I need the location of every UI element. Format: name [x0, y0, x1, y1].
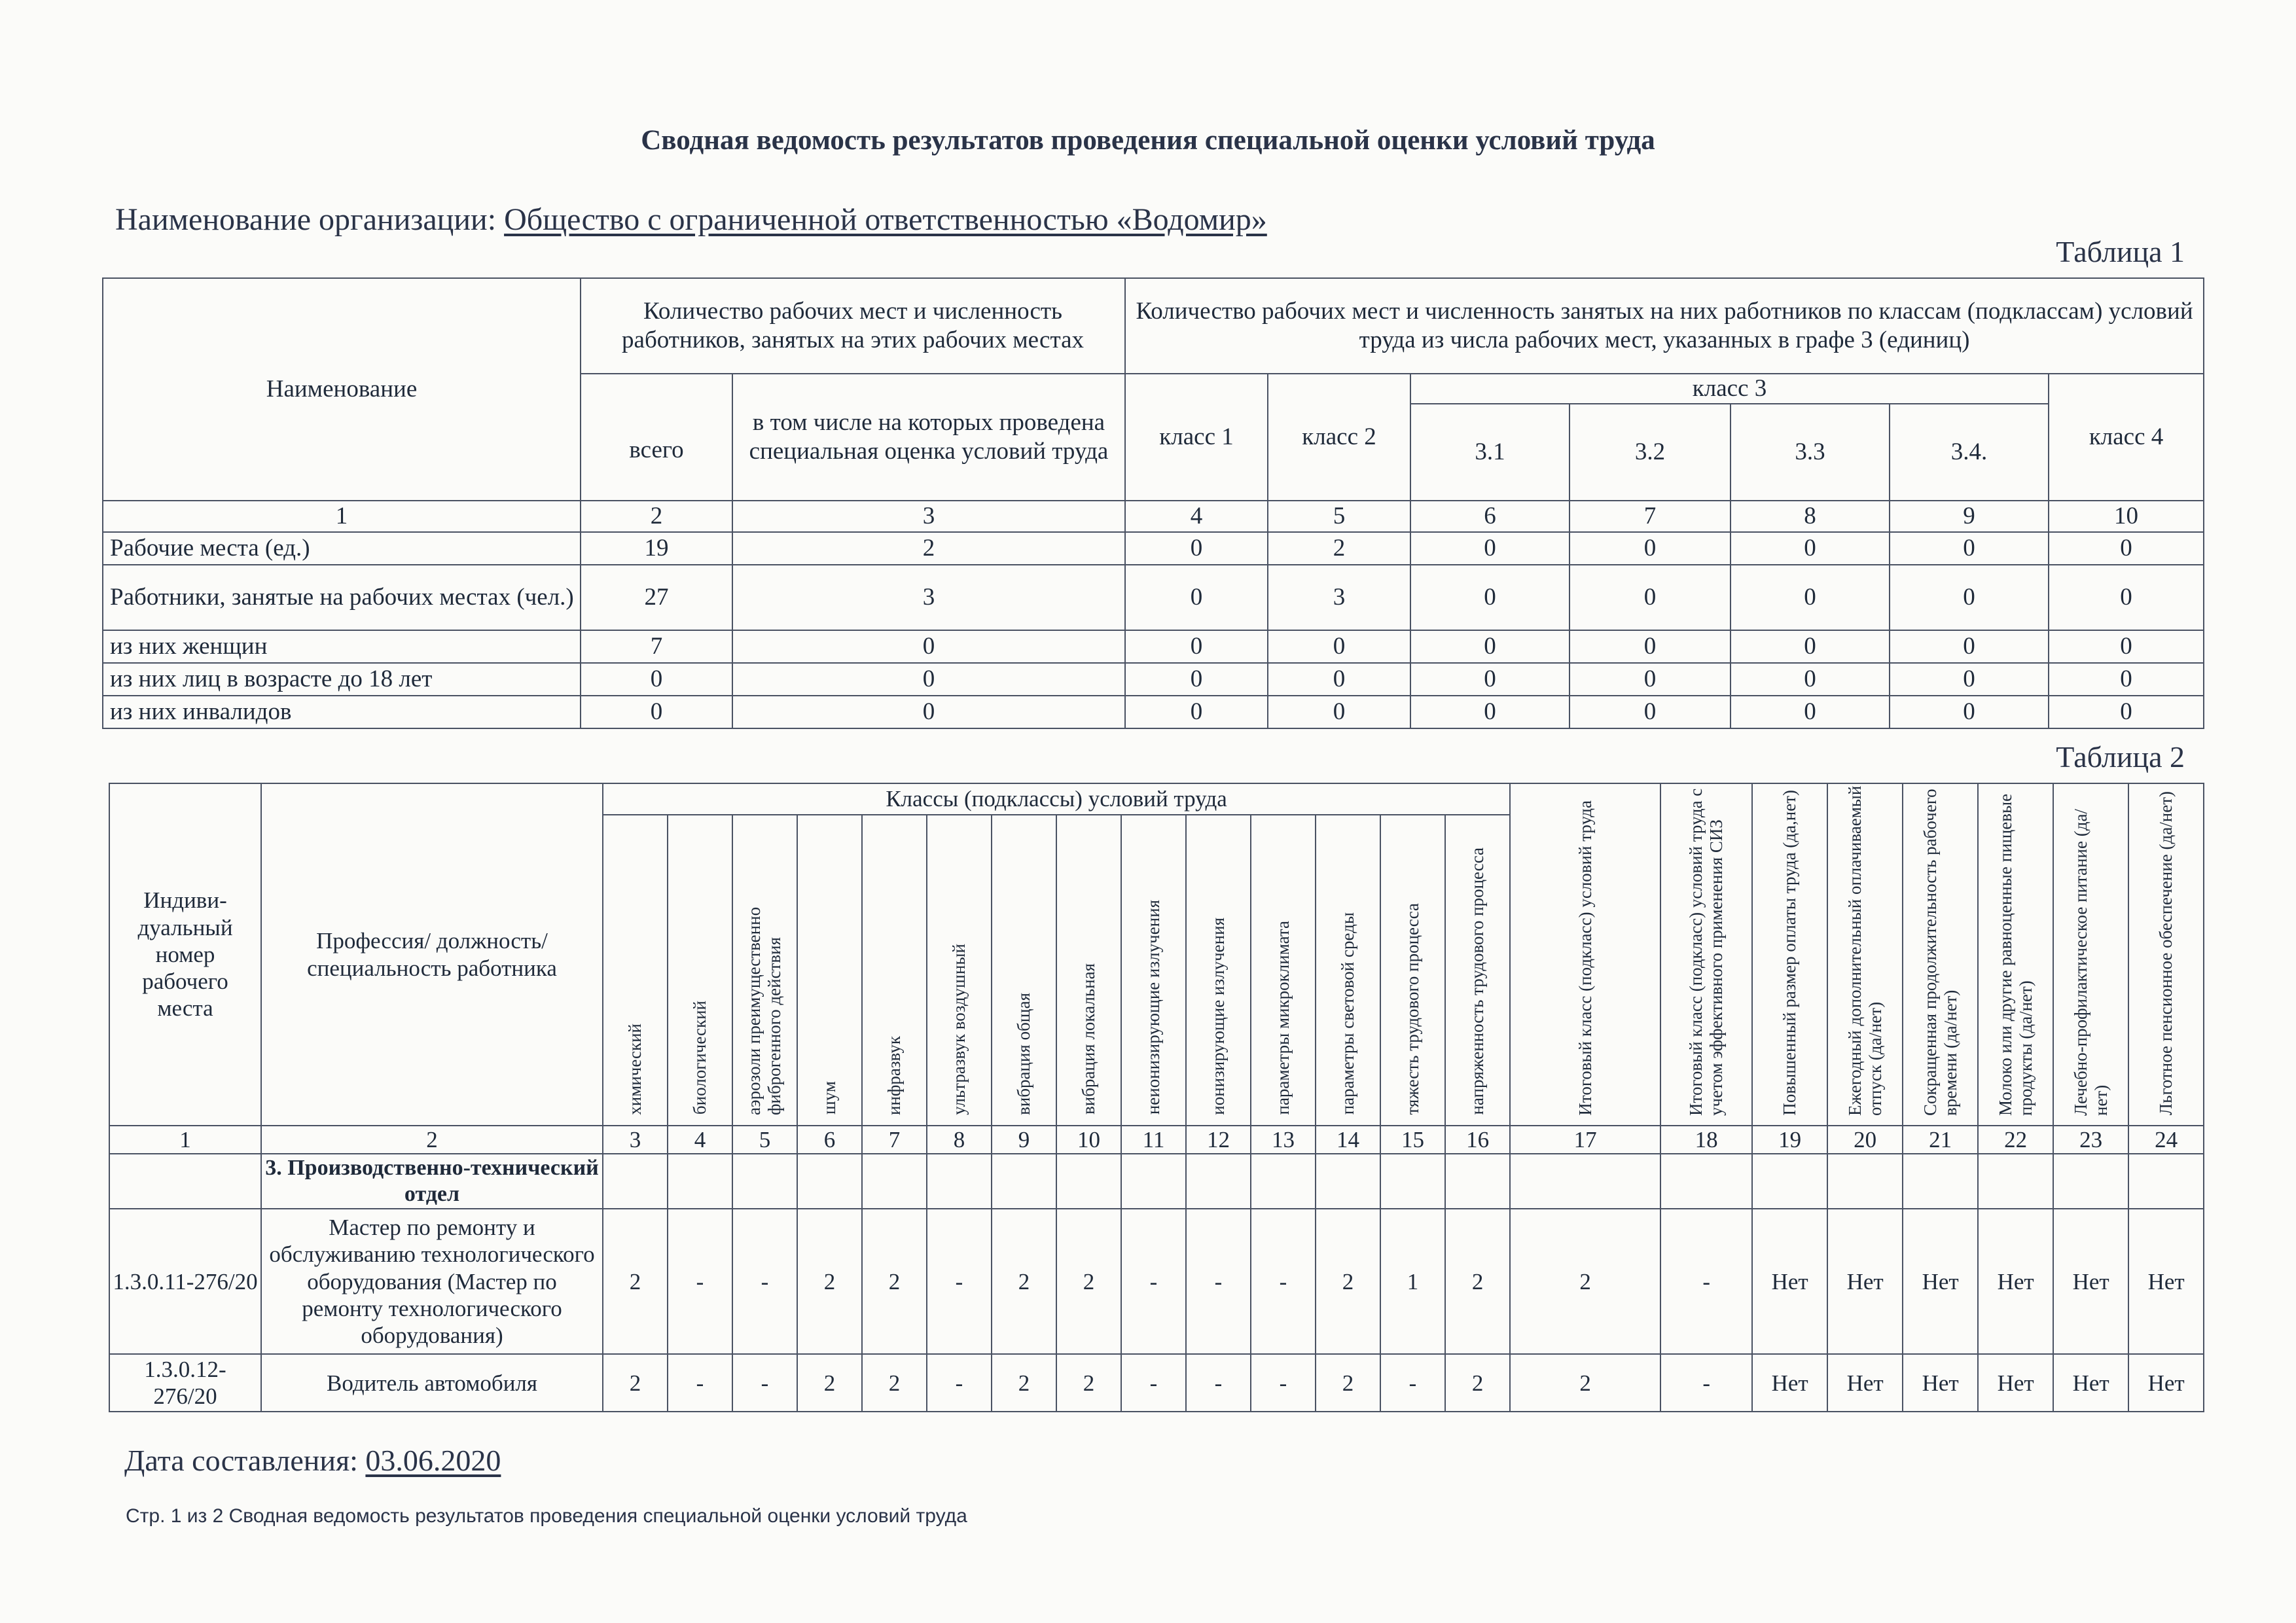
summary-table — [102, 277, 2204, 729]
t2-cell: - — [1251, 1209, 1316, 1354]
t1-cell: 3 — [1268, 565, 1410, 630]
t2-header-final-class-ppe: Итоговый класс (подкласс) условий труда с учетом эффективного применения СИЗ — [1686, 788, 1727, 1116]
t1-colnum: 2 — [581, 501, 732, 532]
t2-header-final-class: Итоговый класс (подкласс) условий труда — [1575, 800, 1595, 1116]
t1-colnum: 3 — [732, 501, 1125, 532]
t1-cell: 0 — [1570, 696, 1731, 728]
t1-cell: 0 — [581, 663, 732, 696]
t2-colnum: 16 — [1445, 1126, 1510, 1154]
factor-non-ionizing: неионизирующие излучения — [1143, 900, 1163, 1115]
t2-cell: - — [927, 1209, 992, 1354]
t2-cell: - — [1380, 1354, 1445, 1412]
t1-header-3-2: 3.2 — [1570, 404, 1731, 501]
t1-cell: 0 — [581, 696, 732, 728]
t1-colnum: 7 — [1570, 501, 1731, 532]
t1-cell: 0 — [1268, 663, 1410, 696]
t1-row-label: из них лиц в возрасте до 18 лет — [103, 663, 581, 696]
t1-colnum: 4 — [1125, 501, 1268, 532]
t1-cell: 0 — [2049, 532, 2204, 565]
t1-cell: 0 — [1731, 532, 1890, 565]
table1-caption: Таблица 1 — [2056, 235, 2185, 268]
t1-cell: 0 — [1268, 696, 1410, 728]
t2-header-pension: Льготное пенсионное обеспечение (да/нет) — [2156, 791, 2176, 1116]
t1-cell: 0 — [1890, 532, 2049, 565]
t2-header-profession: Профессия/ должность/ специальность работника — [261, 783, 603, 1126]
t2-cell: Нет — [1827, 1354, 1903, 1412]
t1-cell: 0 — [732, 663, 1125, 696]
t2-department-row — [109, 1154, 2204, 1209]
t2-header-nutrition: Лечебно-профилактическое питание (да/нет) — [2070, 808, 2111, 1116]
t2-cell: 2 — [1056, 1209, 1121, 1354]
t1-cell: 0 — [1570, 630, 1731, 663]
organization-name: Общество с ограниченной ответственностью «Водомир» — [504, 202, 1267, 237]
t1-cell: 0 — [1268, 630, 1410, 663]
t2-header-milk: Молоко или другие равноценные пищевые продукты (да/нет) — [1995, 793, 2036, 1116]
t2-cell: Нет — [1903, 1209, 1978, 1354]
t1-row-label: Работники, занятые на рабочих местах (чел.) — [103, 565, 581, 630]
t1-header-class4: класс 4 — [2049, 374, 2204, 501]
t1-cell: 0 — [1890, 565, 2049, 630]
t2-cell: Нет — [2128, 1354, 2204, 1412]
t2-cell: Нет — [1903, 1354, 1978, 1412]
t2-cell: 2 — [862, 1209, 927, 1354]
t2-colnum: 2 — [261, 1126, 603, 1154]
workplace-profession: Мастер по ремонту и обслуживанию технологического оборудования (Мастер по ремонту технологического оборудования) — [261, 1209, 603, 1354]
t1-header-class1: класс 1 — [1125, 374, 1268, 501]
t1-cell: 0 — [1125, 630, 1268, 663]
t1-cell: 0 — [1410, 696, 1570, 728]
t2-column-numbers — [109, 1126, 2204, 1154]
t2-header-classes: Классы (подклассы) условий труда — [603, 783, 1510, 815]
table-row — [103, 696, 2204, 728]
t2-cell: - — [668, 1354, 732, 1412]
t2-colnum: 11 — [1121, 1126, 1186, 1154]
t2-colnum: 21 — [1903, 1126, 1978, 1154]
t1-cell: 0 — [1570, 565, 1731, 630]
t1-cell: 0 — [1410, 630, 1570, 663]
department-name: 3. Производственно-технический отдел — [261, 1154, 603, 1209]
organization-line — [115, 202, 1267, 238]
t1-cell: 0 — [1890, 696, 2049, 728]
t2-cell: - — [732, 1209, 797, 1354]
factor-microclimate: параметры микроклимата — [1272, 921, 1293, 1115]
t2-cell: 2 — [797, 1354, 862, 1412]
t2-cell: - — [1186, 1209, 1251, 1354]
t1-header-name: Наименование — [103, 278, 581, 501]
t2-colnum: 22 — [1978, 1126, 2053, 1154]
t2-cell: Нет — [1827, 1209, 1903, 1354]
t1-cell: 0 — [1125, 696, 1268, 728]
t2-cell: - — [1121, 1354, 1186, 1412]
t1-cell: 0 — [2049, 565, 2204, 630]
t2-cell: 2 — [862, 1354, 927, 1412]
table-row — [109, 1209, 2204, 1354]
t2-colnum: 13 — [1251, 1126, 1316, 1154]
t1-colnum: 10 — [2049, 501, 2204, 532]
t2-cell: 2 — [1510, 1209, 1660, 1354]
factor-chemical: химический — [624, 1023, 645, 1115]
table-row — [103, 565, 2204, 630]
table-row — [103, 663, 2204, 696]
t2-header-leave: Ежегодный дополнительный оплачиваемый отпуск (да/нет) — [1844, 785, 1885, 1116]
t1-cell: 0 — [1125, 532, 1268, 565]
factor-lighting: параметры световой среды — [1337, 912, 1357, 1115]
t1-cell: 0 — [2049, 630, 2204, 663]
t2-colnum: 20 — [1827, 1126, 1903, 1154]
t1-cell: 0 — [1125, 663, 1268, 696]
t1-header-workplaces: Количество рабочих мест и численность работников, занятых на этих рабочих местах — [581, 278, 1125, 374]
factor-infrasound: инфразвук — [884, 1035, 904, 1115]
t2-cell: - — [1186, 1354, 1251, 1412]
factor-noise: шум — [819, 1081, 839, 1115]
t2-colnum: 3 — [603, 1126, 668, 1154]
t1-cell: 0 — [1731, 696, 1890, 728]
t2-colnum: 5 — [732, 1126, 797, 1154]
t2-colnum: 14 — [1316, 1126, 1380, 1154]
t1-colnum: 6 — [1410, 501, 1570, 532]
workplace-id: 1.3.0.12-276/20 — [109, 1354, 261, 1412]
factor-intensity: напряженность трудового процесса — [1467, 847, 1488, 1115]
t1-colnum: 9 — [1890, 501, 2049, 532]
t2-colnum: 15 — [1380, 1126, 1445, 1154]
t1-cell: 3 — [732, 565, 1125, 630]
t1-row-label: Рабочие места (ед.) — [103, 532, 581, 565]
t2-cell: - — [1121, 1209, 1186, 1354]
factor-vibration-general: вибрация общая — [1013, 992, 1033, 1115]
t2-cell: Нет — [1752, 1354, 1827, 1412]
t2-cell: 2 — [992, 1209, 1056, 1354]
factor-biological: биологический — [689, 1001, 709, 1115]
t2-colnum: 8 — [927, 1126, 992, 1154]
t2-colnum: 17 — [1510, 1126, 1660, 1154]
t2-cell: 2 — [603, 1354, 668, 1412]
t2-cell: Нет — [1752, 1209, 1827, 1354]
t1-column-numbers — [103, 501, 2204, 532]
t1-cell: 0 — [1731, 565, 1890, 630]
t2-colnum: 19 — [1752, 1126, 1827, 1154]
workplace-id: 1.3.0.11-276/20 — [109, 1209, 261, 1354]
t1-header-3-1: 3.1 — [1410, 404, 1570, 501]
t2-cell: - — [1251, 1354, 1316, 1412]
organization-label: Наименование организации: — [115, 202, 497, 237]
t2-colnum: 6 — [797, 1126, 862, 1154]
t2-cell: - — [1660, 1209, 1752, 1354]
factor-vibration-local: вибрация локальная — [1078, 963, 1098, 1115]
t2-header-id: Индиви-дуальный номер рабочего места — [109, 783, 261, 1126]
t2-cell: Нет — [2128, 1209, 2204, 1354]
t2-colnum: 10 — [1056, 1126, 1121, 1154]
t1-colnum: 5 — [1268, 501, 1410, 532]
t2-cell: 2 — [1445, 1354, 1510, 1412]
date-label: Дата составления: — [124, 1444, 358, 1477]
table-row — [109, 1354, 2204, 1412]
t2-colnum: 9 — [992, 1126, 1056, 1154]
t1-cell: 0 — [1125, 565, 1268, 630]
t2-header-pay: Повышенный размер оплаты труда (да,нет) — [1780, 789, 1800, 1116]
document-title: Сводная ведомость результатов проведения специальной оценки условий труда — [641, 125, 1655, 156]
t2-cell: Нет — [1978, 1209, 2053, 1354]
t2-cell: - — [668, 1209, 732, 1354]
t1-header-class3: класс 3 — [1410, 374, 2049, 404]
t1-cell: 0 — [2049, 696, 2204, 728]
t1-cell: 27 — [581, 565, 732, 630]
t1-cell: 2 — [1268, 532, 1410, 565]
t2-cell: 2 — [992, 1354, 1056, 1412]
t1-cell: 0 — [732, 696, 1125, 728]
t2-colnum: 4 — [668, 1126, 732, 1154]
t2-cell: 2 — [603, 1209, 668, 1354]
t2-cell: 2 — [1316, 1209, 1380, 1354]
t1-cell: 19 — [581, 532, 732, 565]
t2-colnum: 24 — [2128, 1126, 2204, 1154]
t2-cell: 2 — [1445, 1209, 1510, 1354]
t2-cell: Нет — [2053, 1354, 2128, 1412]
t2-colnum: 1 — [109, 1126, 261, 1154]
t1-header-3-4: 3.4. — [1890, 404, 2049, 501]
t1-cell: 0 — [2049, 663, 2204, 696]
t2-cell: 2 — [1316, 1354, 1380, 1412]
t1-cell: 0 — [1410, 565, 1570, 630]
t2-colnum: 7 — [862, 1126, 927, 1154]
t1-row-label: из них женщин — [103, 630, 581, 663]
t1-row-label: из них инвалидов — [103, 696, 581, 728]
t1-cell: 0 — [1731, 663, 1890, 696]
factor-aerosols: аэрозоли преимущественно фиброгенного действия — [744, 906, 785, 1115]
t1-header-classes: Количество рабочих мест и численность занятых на них работников по классам (подклассам) условий труда из числа рабочих мест, указанных в графе 3 (единиц) — [1125, 278, 2204, 374]
date-value: 03.06.2020 — [365, 1444, 501, 1477]
t2-cell: - — [1660, 1354, 1752, 1412]
table-row — [103, 532, 2204, 565]
t1-cell: 0 — [1410, 532, 1570, 565]
t1-header-3-3: 3.3 — [1731, 404, 1890, 501]
t1-cell: 0 — [1890, 663, 2049, 696]
t1-colnum: 8 — [1731, 501, 1890, 532]
factor-ionizing: ионизирующие излучения — [1208, 917, 1228, 1115]
t2-cell: Нет — [1978, 1354, 2053, 1412]
table-row — [103, 630, 2204, 663]
t2-colnum: 12 — [1186, 1126, 1251, 1154]
t1-cell: 0 — [1890, 630, 2049, 663]
t2-cell: - — [927, 1354, 992, 1412]
t2-header-short-hours: Сокращенная продолжительность рабочего времени (да/нет) — [1920, 788, 1960, 1116]
t2-cell: 2 — [1510, 1354, 1660, 1412]
t1-cell: 0 — [1731, 630, 1890, 663]
t1-colnum: 1 — [103, 501, 581, 532]
t1-cell: 7 — [581, 630, 732, 663]
t2-cell: Нет — [2053, 1209, 2128, 1354]
workplace-table — [109, 783, 2204, 1412]
t1-cell: 0 — [1410, 663, 1570, 696]
factor-severity: тяжесть трудового процесса — [1402, 902, 1422, 1115]
t1-header-class2: класс 2 — [1268, 374, 1410, 501]
t1-header-assessed: в том числе на которых проведена специальная оценка условий труда — [732, 374, 1125, 501]
t2-colnum: 18 — [1660, 1126, 1752, 1154]
date-line — [124, 1443, 501, 1478]
t2-colnum: 23 — [2053, 1126, 2128, 1154]
t2-cell: - — [732, 1354, 797, 1412]
t1-cell: 0 — [732, 630, 1125, 663]
table2-caption: Таблица 2 — [2056, 740, 2185, 774]
t2-cell: 2 — [797, 1209, 862, 1354]
t1-cell: 0 — [1570, 532, 1731, 565]
t1-header-total: всего — [581, 374, 732, 501]
page-footer: Стр. 1 из 2 Сводная ведомость результатов проведения специальной оценки условий труда — [126, 1505, 967, 1527]
workplace-profession: Водитель автомобиля — [261, 1354, 603, 1412]
factor-ultrasound: ультразвук воздушный — [948, 943, 969, 1115]
t1-cell: 2 — [732, 532, 1125, 565]
t2-cell: 2 — [1056, 1354, 1121, 1412]
t1-cell: 0 — [1570, 663, 1731, 696]
t2-cell: 1 — [1380, 1209, 1445, 1354]
